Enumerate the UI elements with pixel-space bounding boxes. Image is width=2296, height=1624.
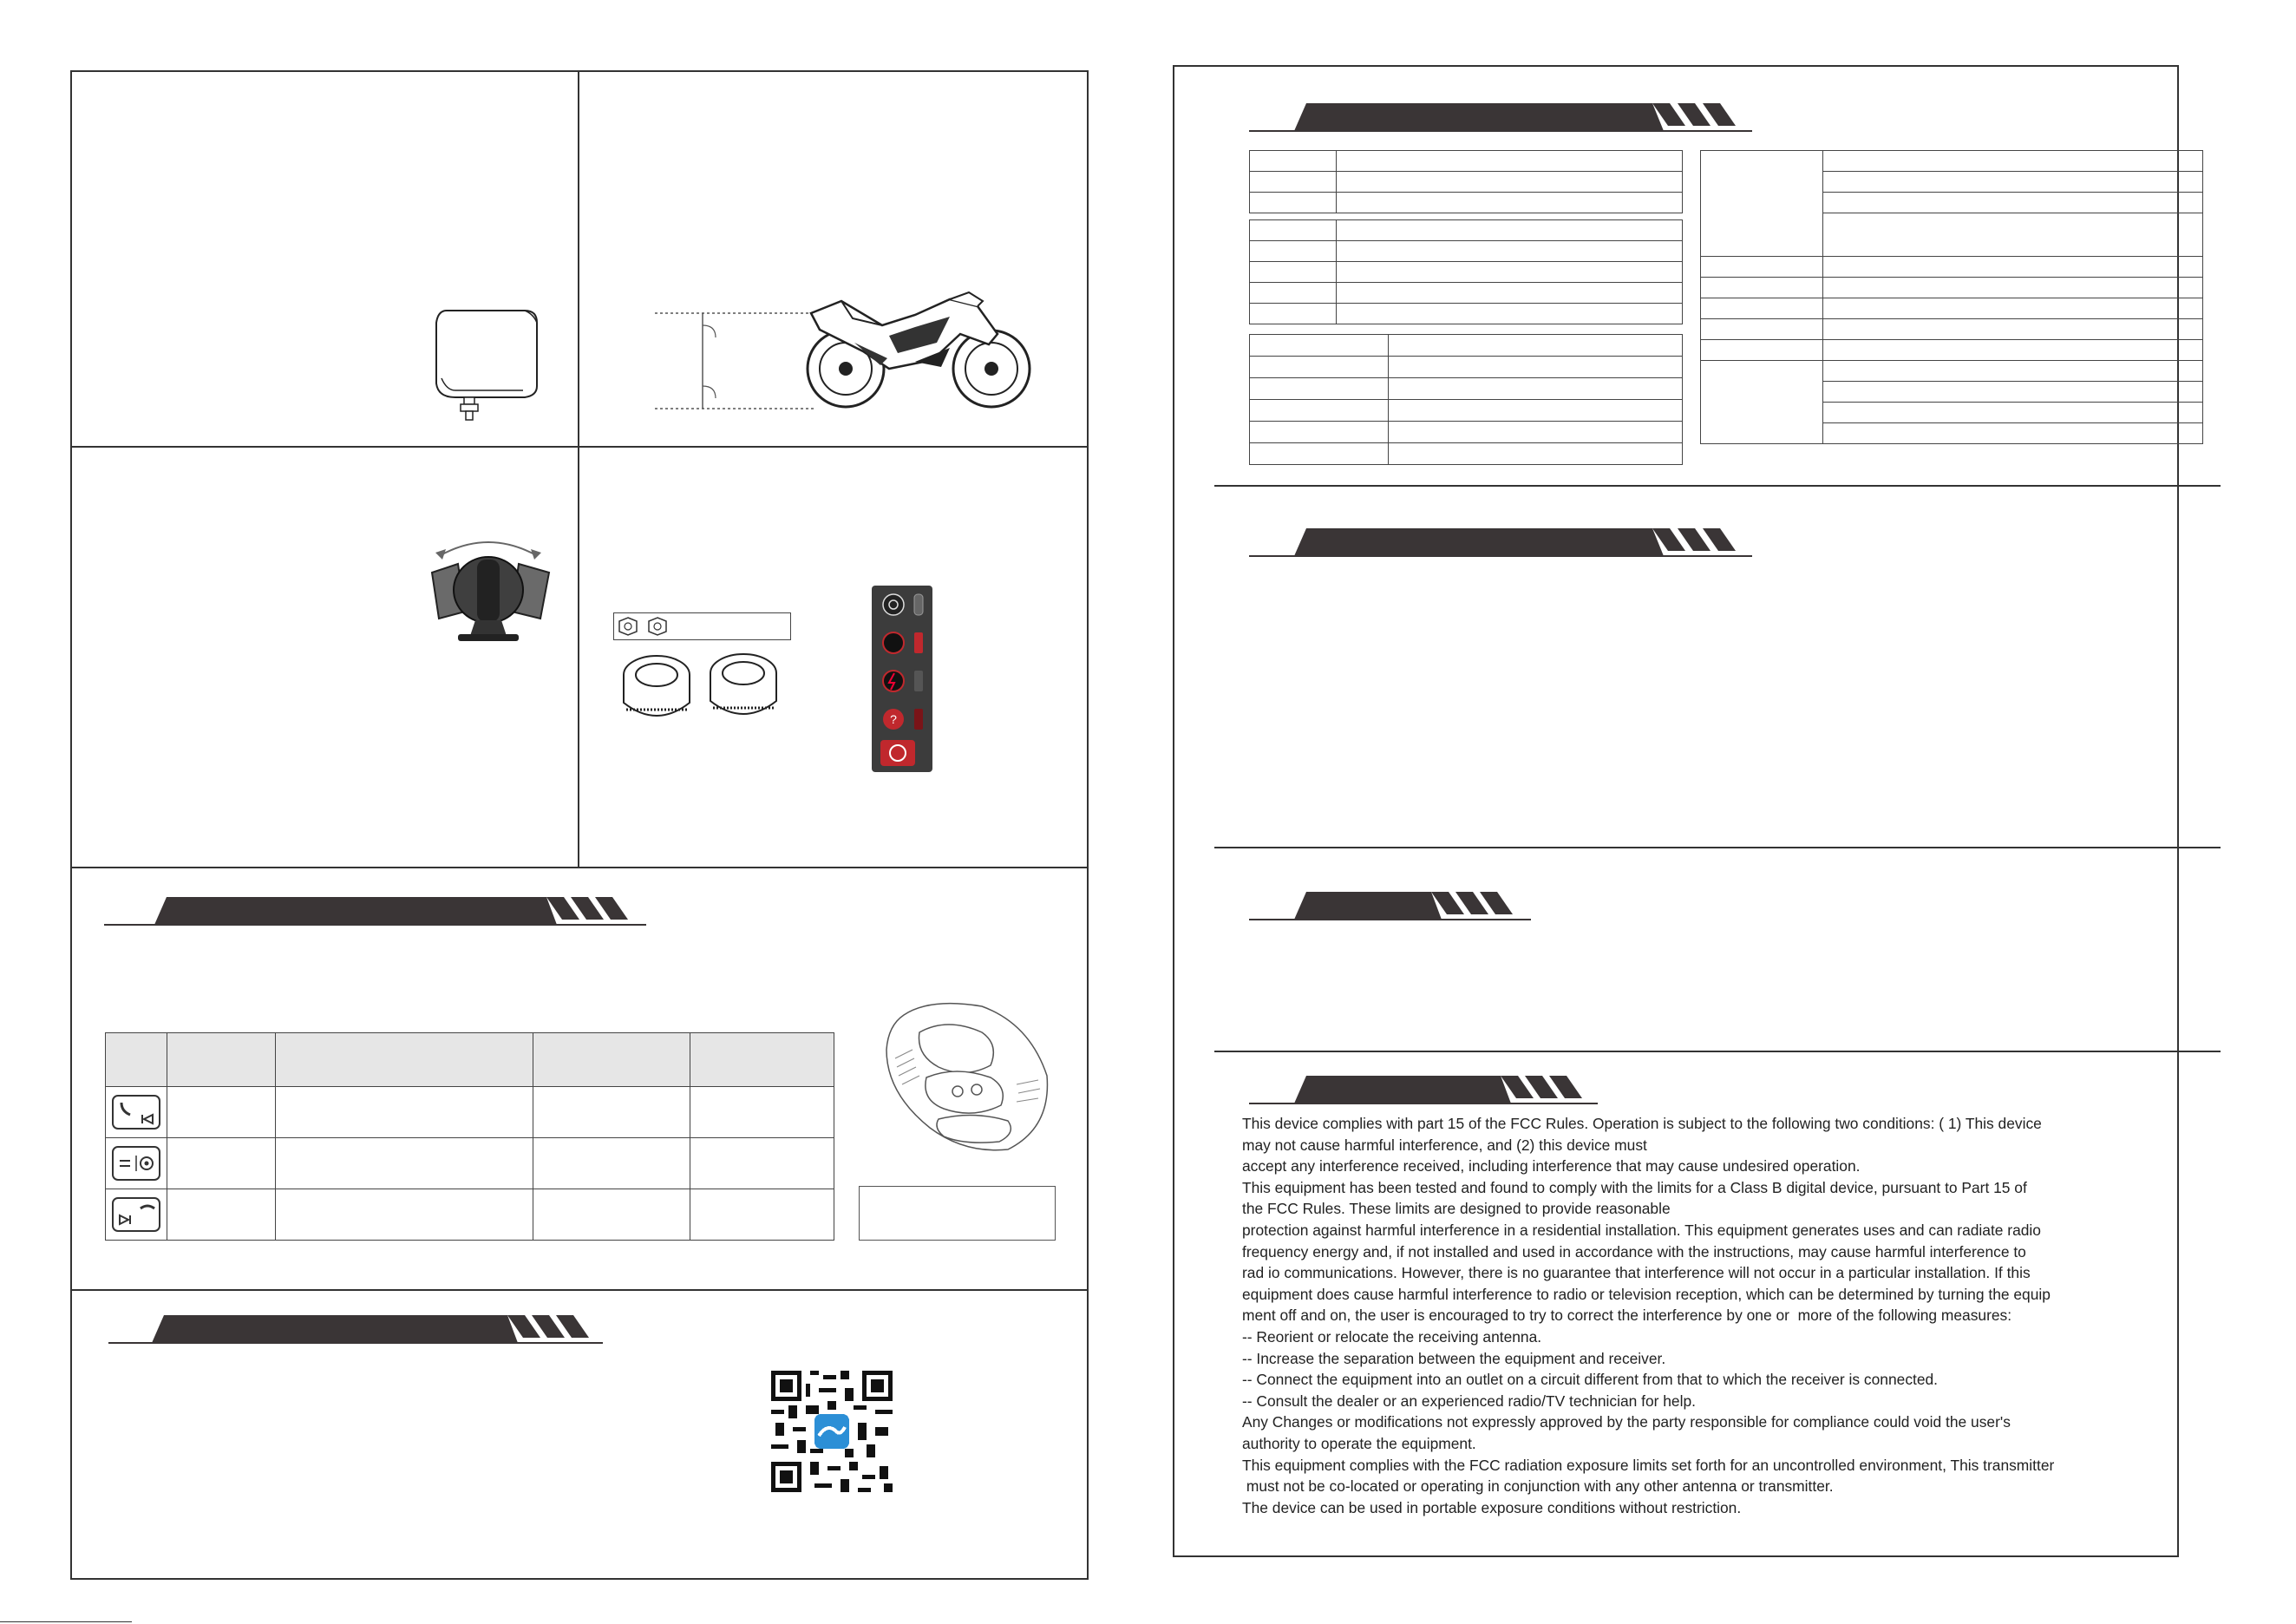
fcc-line: protection against harmful interference in a residential installation. This equipment generates uses and can radiate radio <box>1242 1221 2041 1239</box>
control-icon-cell <box>106 1189 167 1241</box>
control-cell <box>533 1087 690 1138</box>
control-cell <box>533 1189 690 1241</box>
specifications-section-banner <box>1249 100 1752 134</box>
control-cell <box>276 1189 533 1241</box>
control-table-header-col3 <box>276 1033 533 1087</box>
tire-sensor-nuts-illustration <box>618 616 678 637</box>
fcc-line: frequency energy and, if not installed and used in accordance with the instructions, may cause harmful interference to <box>1242 1242 2026 1261</box>
spec-table-3 <box>1249 334 1683 465</box>
right-page-divider-1 <box>1214 485 2221 487</box>
remote-control-table <box>105 1032 834 1241</box>
control-cell <box>167 1138 276 1189</box>
control-table-header-col5 <box>690 1033 834 1087</box>
fcc-line: This equipment has been tested and found to comply with the limits for a Class B digital device, pursuant to Part 15 of <box>1242 1178 2027 1196</box>
control-icon-cell <box>106 1087 167 1138</box>
svg-text:?: ? <box>890 712 897 726</box>
fcc-line: This equipment complies with the FCC radiation exposure limits set forth for an uncontrolled environment, This transmitter <box>1242 1456 2055 1474</box>
fcc-line: This device complies with part 15 of the FCC Rules. Operation is subject to the following two conditions: ( 1) This device <box>1242 1115 2042 1132</box>
fcc-measure: -- Reorient or relocate the receiving antenna. <box>1242 1327 1542 1346</box>
remote-control-section-banner <box>104 894 646 928</box>
motorcycle-illustration <box>655 282 1045 421</box>
status-indicator-panel <box>872 586 932 772</box>
control-table-header-icon <box>106 1033 167 1087</box>
control-table-header-col2 <box>167 1033 276 1087</box>
control-icon-cell <box>106 1138 167 1189</box>
next-hangup-icon <box>109 1195 163 1234</box>
left-page-divider-2 <box>70 867 1089 868</box>
right-section-3-banner <box>1249 888 1531 923</box>
page-footer-rule <box>0 1621 132 1622</box>
control-cell <box>690 1189 834 1241</box>
control-cell <box>276 1138 533 1189</box>
fcc-line: authority to operate the equipment. <box>1242 1434 1476 1452</box>
app-download-section-banner <box>108 1312 603 1346</box>
spec-table-2 <box>1249 219 1683 324</box>
spec-table-4 <box>1700 150 2203 444</box>
fcc-line: must not be co-located or operating in conjunction with any other antenna or transmitter. <box>1242 1477 1834 1496</box>
loop-record-icon <box>109 1143 163 1183</box>
control-table-header-col4 <box>533 1033 690 1087</box>
fcc-measure: -- Consult the dealer or an experienced radio/TV technician for help. <box>1242 1392 1696 1410</box>
left-page-divider-1 <box>70 446 1089 448</box>
spec-table-1 <box>1249 150 1683 213</box>
control-cell <box>533 1138 690 1189</box>
control-cell <box>690 1087 834 1138</box>
gps-module-illustration <box>429 304 551 421</box>
fcc-line: rad io communications. However, there is no guarantee that interference will not occur in a particular installation. If this <box>1242 1264 2031 1282</box>
fcc-line: The device can be used in portable exposure conditions without restriction. <box>1242 1498 1742 1516</box>
fcc-line: may not cause harmful interference, and (2) this device must <box>1242 1136 1647 1154</box>
handlebar-remote-illustration <box>878 998 1051 1154</box>
control-cell <box>167 1189 276 1241</box>
fcc-line: accept any interference received, including interference that may cause undesired operation. <box>1242 1157 1861 1175</box>
right-section-2-banner <box>1249 525 1752 560</box>
right-page-divider-3 <box>1214 1051 2221 1052</box>
fcc-line: ment off and on, the user is encouraged to try to correct the interference by one or more of the following measures: <box>1242 1306 2012 1325</box>
fcc-statement <box>1242 1113 2144 1518</box>
remote-caption-box <box>859 1186 1056 1241</box>
fcc-line: Any Changes or modifications not expressly approved by the party responsible for compliance could void the user's <box>1242 1413 2011 1431</box>
control-cell <box>167 1087 276 1138</box>
camera-mount-illustration <box>423 534 571 646</box>
fcc-section-banner <box>1249 1072 1598 1107</box>
left-page-divider-3 <box>70 1289 1089 1291</box>
right-page-divider-2 <box>1214 847 2221 848</box>
fcc-measure: -- Increase the separation between the equipment and receiver. <box>1242 1349 1666 1367</box>
fcc-measure: -- Connect the equipment into an outlet on a circuit different from that to which the receiver is connected. <box>1242 1371 1939 1389</box>
phone-prev-icon <box>109 1092 163 1132</box>
app-download-qr-code <box>771 1371 893 1492</box>
fcc-line: the FCC Rules. These limits are designed to provide reasonable <box>1242 1200 1671 1218</box>
control-cell <box>276 1087 533 1138</box>
fcc-line: equipment does cause harmful interference to radio or television reception, which can be determined by turning the equip <box>1242 1285 2051 1303</box>
left-page-divider-vertical <box>578 70 579 868</box>
control-cell <box>690 1138 834 1189</box>
tire-sensor-caps-illustration <box>618 649 791 731</box>
